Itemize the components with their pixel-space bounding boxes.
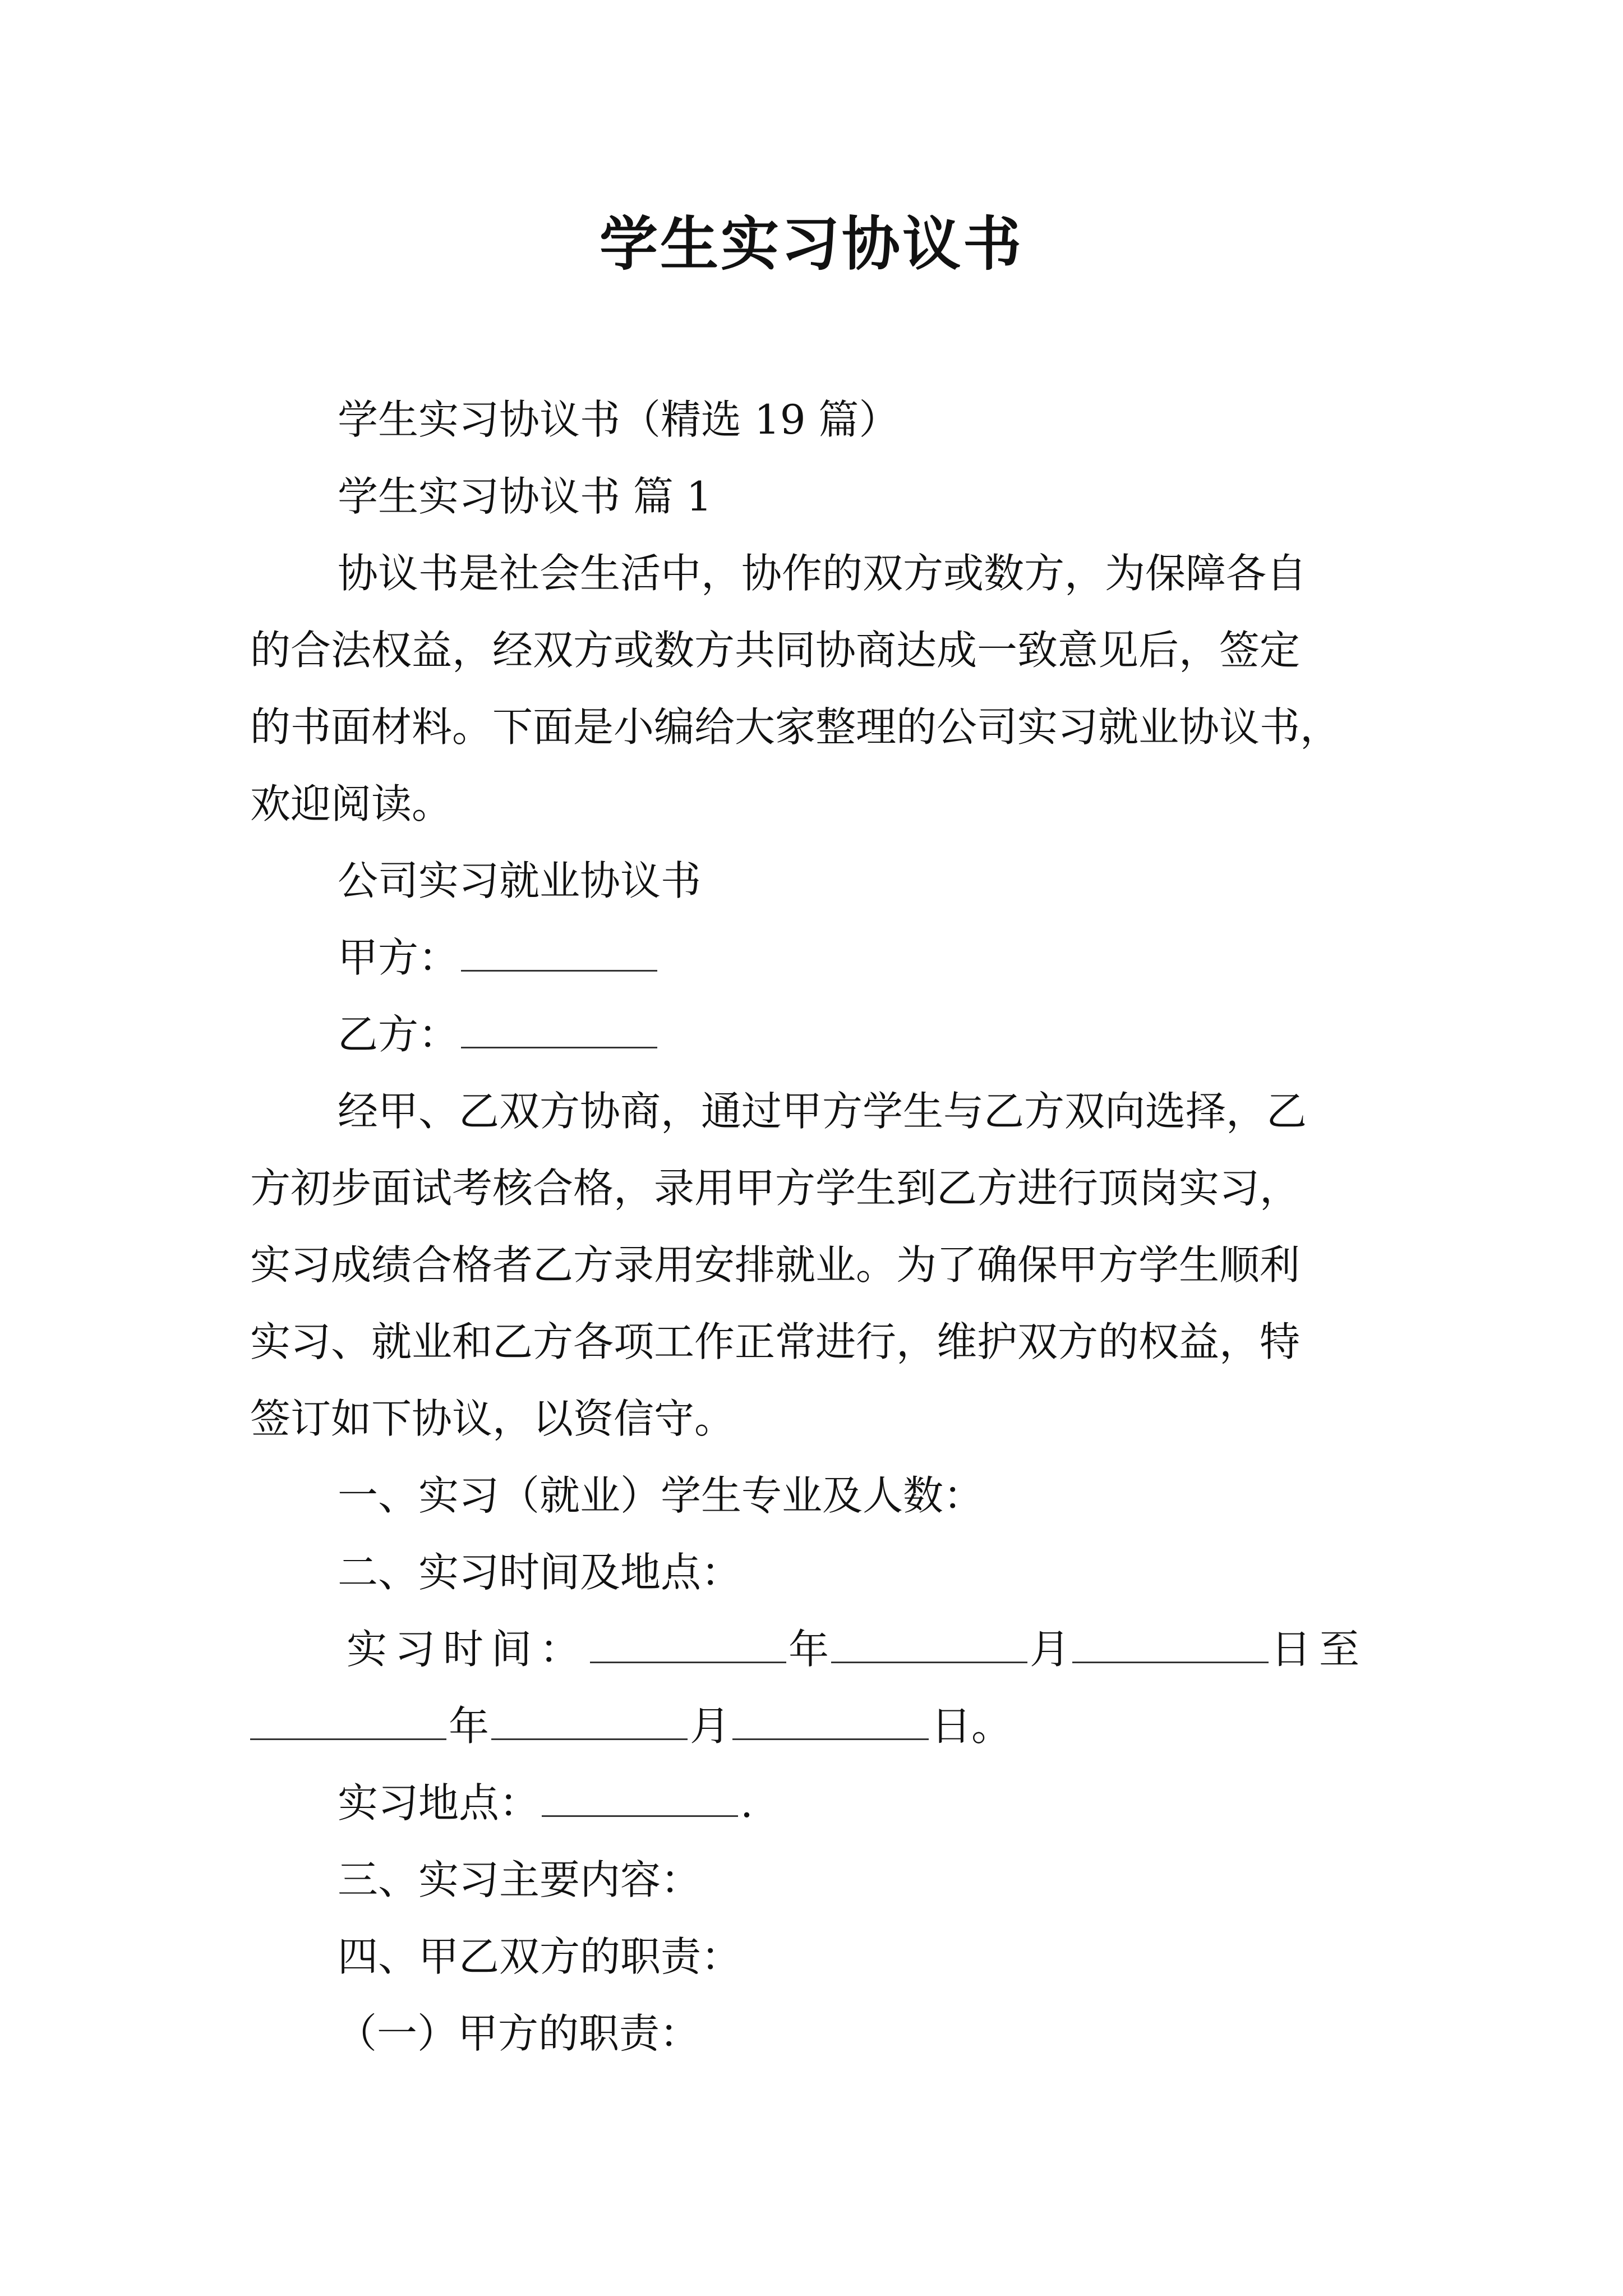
- start-month-blank[interactable]: [831, 1659, 1027, 1663]
- item-4-1: （一）甲方的职责：: [336, 2010, 700, 2057]
- start-month-unit: 月: [1030, 1626, 1071, 1673]
- item-3: 三、实习主要内容：: [338, 1856, 702, 1903]
- end-year-unit: 年: [449, 1703, 490, 1750]
- intro-line-3: 的书面材料。下面是小编给大家整理的公司实习就业协议书，: [250, 703, 1341, 751]
- item-4: 四、甲乙双方的职责：: [338, 1933, 742, 1980]
- item-2: 二、实习时间及地点：: [338, 1549, 742, 1596]
- end-month-unit: 月: [690, 1703, 731, 1750]
- intro-line-4: 欢迎阅读。: [250, 780, 453, 827]
- document-title: 学生实习协议书: [599, 209, 1023, 278]
- subtitle: 学生实习协议书（精选 19 篇）: [338, 396, 900, 443]
- place-label: 实习地点：: [338, 1779, 540, 1826]
- start-year-unit: 年: [789, 1626, 829, 1673]
- body-line-1: 经甲、乙双方协商，通过甲方学生与乙方双向选择，乙: [338, 1088, 1307, 1135]
- party-b-blank[interactable]: [461, 1045, 657, 1048]
- time-line-1: [347, 1611, 1398, 1688]
- party-a-blank[interactable]: [461, 968, 657, 972]
- end-year-blank[interactable]: [250, 1736, 446, 1740]
- place-blank[interactable]: [542, 1813, 738, 1817]
- time-line-2: [250, 1688, 1389, 1765]
- body-line-2: 方初步面试考核合格，录用甲方学生到乙方进行顶岗实习，: [250, 1165, 1301, 1212]
- intro-line-2: 的合法权益，经双方或数方共同协商达成一致意见后，签定: [250, 627, 1301, 674]
- end-day-unit: 日。: [931, 1703, 1012, 1750]
- place-end: .: [740, 1779, 753, 1826]
- place-line: [338, 1765, 1389, 1842]
- intro-line-1: 协议书是社会生活中，协作的双方或数方，为保障各自: [338, 550, 1307, 597]
- section-heading: 学生实习协议书 篇 1: [338, 473, 712, 520]
- party-a-line: [338, 919, 1389, 996]
- party-b-line: [338, 996, 1389, 1073]
- end-month-blank[interactable]: [491, 1736, 688, 1740]
- agreement-title: 公司实习就业协议书: [338, 857, 702, 904]
- time-label: 实习时间：: [347, 1626, 588, 1673]
- body-line-3: 实习成绩合格者乙方录用安排就业。为了确保甲方学生顺利: [250, 1241, 1301, 1289]
- start-year-blank[interactable]: [590, 1659, 786, 1663]
- body-line-5: 签订如下协议，以资信守。: [250, 1395, 735, 1442]
- party-b-label: 乙方：: [338, 1011, 459, 1058]
- end-day-blank[interactable]: [732, 1736, 929, 1740]
- item-1: 一、实习（就业）学生专业及人数：: [338, 1472, 984, 1519]
- start-day-unit: 日至: [1271, 1626, 1368, 1673]
- body-line-4: 实习、就业和乙方各项工作正常进行，维护双方的权益，特: [250, 1318, 1301, 1365]
- party-a-label: 甲方：: [338, 934, 459, 981]
- start-day-blank[interactable]: [1072, 1659, 1269, 1663]
